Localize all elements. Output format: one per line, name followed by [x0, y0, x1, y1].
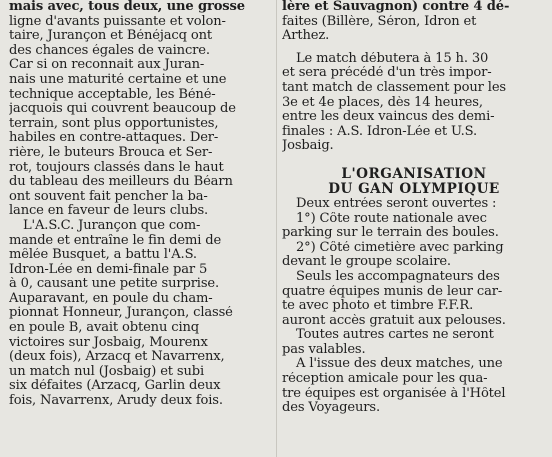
text-line: victoires sur Josbaig, Mourenx [9, 335, 208, 350]
text-line: mais avec, tous deux, une grosse [9, 0, 245, 14]
text-line: habiles en contre-attaques. Der- [9, 131, 219, 146]
heading-line-2: DU GAN OLYMPIQUE [328, 180, 500, 197]
text-line: auront accès gratuit aux pelouses. [282, 313, 506, 328]
column-divider [276, 0, 277, 457]
text-line: mêlée Busquet, a battu l'A.S. [9, 248, 197, 263]
text-line: pionnat Honneur, Jurançon, classé [9, 306, 233, 321]
text-line: jacquois qui couvrent beaucoup de [9, 102, 236, 117]
text-line: Le match débutera à 15 h. 30 [296, 51, 489, 66]
text-line: du tableau des meilleurs du Béarn [9, 175, 233, 190]
right-column [282, 0, 546, 416]
text-line: finales : A.S. Idron-Lée et U.S. [282, 124, 478, 139]
text-line: parking sur le terrain des boules. [282, 226, 499, 241]
text-line: des chances égales de vaincre. [9, 43, 210, 58]
text-line: pas valables. [282, 342, 366, 357]
text-line: rot, toujours classés dans le haut [9, 160, 224, 175]
text-line: et sera précédé d'un très impor- [282, 66, 492, 81]
text-line: mande et entraîne le fin demi de [9, 233, 222, 248]
text-line: devant le groupe scolaire. [282, 255, 451, 270]
organisation-paragraphs [282, 197, 546, 416]
text-line: tant match de classement pour les [282, 80, 506, 95]
text-line: entre les deux vaincus des demi- [282, 110, 495, 125]
text-line: technique acceptable, les Béné- [9, 87, 216, 102]
text-line: lance en faveur de leurs clubs. [9, 204, 209, 219]
text-line: te avec photo et timbre F.F.R. [282, 299, 474, 314]
text-line: fois, Navarrenx, Arudy deux fois. [9, 394, 223, 409]
text-line: ligne d'avants puissante et volon- [9, 14, 226, 29]
left-column [9, 0, 269, 409]
text-line: Idron-Lée en demi-finale par 5 [9, 262, 208, 277]
text-line: (deux fois), Arzacq et Navarrenx, [9, 350, 225, 365]
text-line: taire, Jurançon et Bénéjacq ont [9, 29, 212, 44]
text-line: Josbaig. [282, 139, 334, 154]
text-line: six défaites (Arzacq, Garlin deux [9, 379, 221, 394]
text-line: tre équipes est organisée à l'Hôtel [282, 386, 506, 401]
text-line: terrain, sont plus opportunistes, [9, 116, 219, 131]
text-line: A l'issue des deux matches, une [296, 357, 503, 372]
text-line: réception amicale pour les qua- [282, 372, 488, 387]
text-line: 1°) Côte route nationale avec [296, 211, 487, 226]
text-line: Auparavant, en poule du cham- [9, 291, 213, 306]
text-line: nais une maturité certaine et une [9, 72, 227, 87]
text-line: faites (Billère, Séron, Idron et [282, 14, 477, 29]
text-line: Deux entrées seront ouvertes : [296, 196, 497, 211]
text-line: lère et Sauvagnon) contre 4 dé- [282, 0, 510, 14]
text-line: des Voyageurs. [282, 401, 380, 416]
text-line: 3e et 4e places, dès 14 heures, [282, 95, 483, 110]
text-line: Arthez. [282, 29, 330, 44]
text-line: quatre équipes munis de leur car- [282, 284, 503, 299]
match-schedule-paragraph [282, 52, 546, 154]
text-line: à 0, causant une petite surprise. [9, 277, 220, 292]
text-line: L'A.S.C. Jurançon que com- [23, 218, 201, 233]
text-line: un match nul (Josbaig) et subi [9, 364, 205, 379]
heading-line-1: L'ORGANISATION [341, 165, 487, 182]
text-line: ont souvent fait pencher la ba- [9, 189, 208, 204]
text-line: Toutes autres cartes ne seront [296, 328, 494, 343]
continued-standings [282, 0, 546, 44]
text-line: en poule B, avait obtenu cinq [9, 321, 199, 336]
text-line: rière, le buteurs Brouca et Ser- [9, 145, 213, 160]
text-line: 2°) Côté cimetière avec parking [296, 240, 504, 255]
text-line: Seuls les accompagnateurs des [296, 269, 500, 284]
section-heading [282, 167, 546, 197]
text-line: Car si on reconnait aux Juran- [9, 58, 205, 73]
